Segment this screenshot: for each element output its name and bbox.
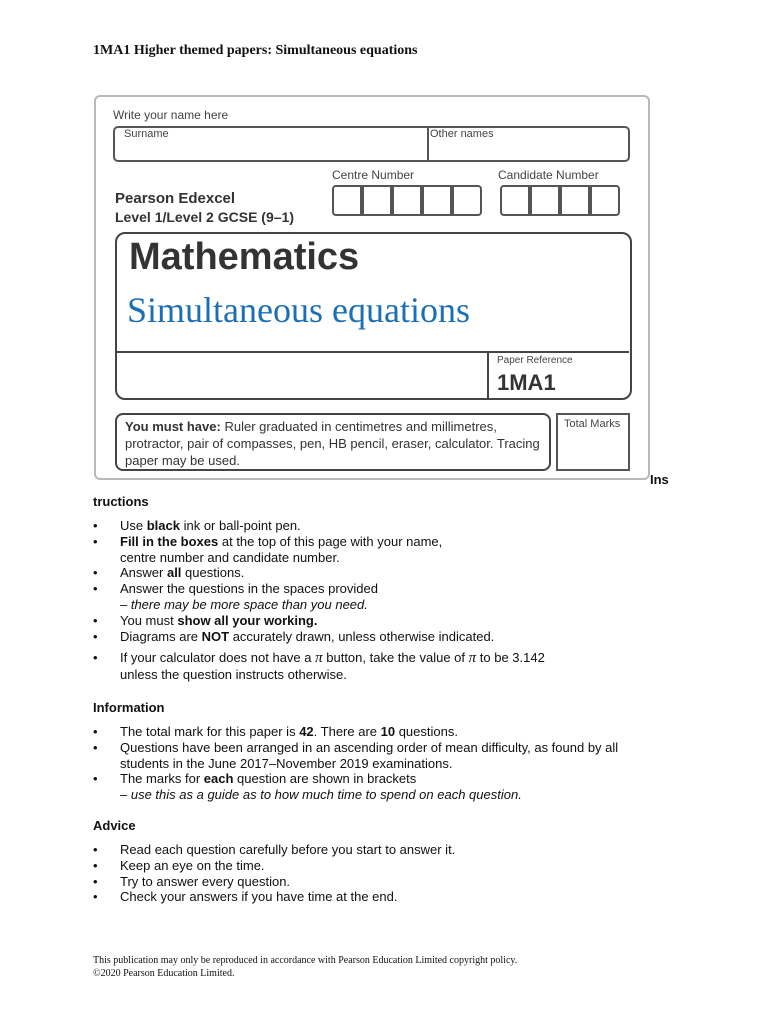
paper-reference-code: 1MA1 <box>497 370 556 395</box>
list-item: • Read each question carefully before you start to answer it. <box>93 842 455 858</box>
item-text: Answer the questions in the spaces provided <box>120 581 378 597</box>
must-have-box <box>115 413 551 471</box>
item-text: Use <box>120 518 147 533</box>
item-text: accurately drawn, unless otherwise indicated. <box>229 628 495 644</box>
must-have-text: Ruler graduated in centimetres and millimetres, protractor, pair of compasses, pen, HB pencil, eraser, calculator. Tracing paper may be used. <box>125 419 540 468</box>
list-item <box>93 629 545 645</box>
total-marks-box[interactable] <box>556 413 630 471</box>
must-have-label: You must have: <box>125 419 221 434</box>
item-text: Answer <box>120 565 167 581</box>
paper-title: Simultaneous equations <box>127 290 470 330</box>
paper-reference-label: Paper Reference <box>497 355 573 366</box>
list-item: • Keep an eye on the time. <box>93 858 455 874</box>
centre-number-label: Centre Number <box>332 168 415 182</box>
item-text: – use this as a guide as to how much time to spend on each question. <box>120 787 522 803</box>
centre-digit-box[interactable] <box>362 185 392 216</box>
item-text: You must <box>120 612 178 628</box>
candidate-digit-box[interactable] <box>500 185 530 216</box>
subject-divider <box>117 351 629 353</box>
list-item <box>93 724 618 740</box>
exam-board-label: Pearson Edexcel <box>115 190 236 207</box>
item-text: – there may be more space than you need. <box>120 596 368 612</box>
advice-heading: Advice <box>93 818 136 833</box>
item-text: If your calculator does not have a <box>120 650 316 666</box>
information-list <box>93 724 618 803</box>
candidate-digit-box[interactable] <box>560 185 590 216</box>
centre-digit-box[interactable] <box>332 185 362 216</box>
level-label: Level 1/Level 2 GCSE (9–1) <box>115 209 294 225</box>
information-heading: Information <box>93 700 165 715</box>
item-text: . There are <box>313 724 381 739</box>
copyright-policy: This publication may only be reproduced in accordance with Pearson Education Limited copyright policy. <box>93 955 518 966</box>
advice-list <box>93 842 455 905</box>
list-item <box>93 581 545 613</box>
item-text: question are shown in brackets <box>233 771 417 787</box>
item-text: students in the June 2017–November 2019 examinations. <box>120 755 453 771</box>
write-name-label: Write your name here <box>113 108 229 122</box>
list-item <box>93 740 618 772</box>
total-marks-label: Total Marks <box>564 418 621 430</box>
instructions-heading-part1: Ins <box>650 472 669 487</box>
item-text: ink or ball-point pen. <box>179 518 301 533</box>
item-text: The total mark for this paper is <box>120 724 300 739</box>
candidate-digit-box[interactable] <box>530 185 560 216</box>
candidate-number-label: Candidate Number <box>498 168 599 182</box>
item-bold: all <box>166 565 182 581</box>
list-item <box>93 518 545 534</box>
centre-digit-box[interactable] <box>422 185 452 216</box>
surname-label: Surname <box>124 128 169 140</box>
name-field[interactable] <box>113 126 630 162</box>
item-bold: NOT <box>201 628 230 644</box>
item-text: unless the question instructs otherwise. <box>120 667 347 683</box>
name-field-divider <box>427 128 429 160</box>
item-bold: black <box>146 518 180 533</box>
reference-divider <box>487 351 489 398</box>
other-names-label: Other names <box>430 128 494 140</box>
subject-box <box>115 232 632 400</box>
item-text: Questions have been arranged in an ascending order of mean difficulty, as found by all <box>120 739 619 755</box>
centre-digit-box[interactable] <box>392 185 422 216</box>
item-bold: Fill in the boxes <box>120 533 219 549</box>
list-item <box>93 771 618 803</box>
list-item <box>93 534 545 566</box>
item-text: at the top of this page with your name, <box>218 533 443 549</box>
footer <box>93 955 517 980</box>
item-text: to be 3.142 <box>476 650 545 666</box>
item-text: questions. <box>181 565 245 581</box>
cover-sheet <box>94 95 650 480</box>
copyright-notice: ©2020 Pearson Education Limited. <box>93 967 235 979</box>
instructions-list <box>93 518 545 683</box>
centre-digit-box[interactable] <box>452 185 482 216</box>
instructions-heading-part2: tructions <box>93 494 149 509</box>
document-header: 1MA1 Higher themed papers: Simultaneous equations <box>93 43 418 58</box>
item-text: centre number and candidate number. <box>120 549 340 565</box>
item-bold: 10 <box>380 724 396 739</box>
list-item: • Try to answer every question. <box>93 874 455 890</box>
subject-title: Mathematics <box>129 236 360 278</box>
item-text: The marks for <box>120 771 204 787</box>
item-bold: show all your working. <box>177 612 318 628</box>
item-bold: each <box>203 771 234 787</box>
pi-symbol: π <box>315 650 323 667</box>
pi-symbol: π <box>468 650 477 667</box>
list-item <box>93 565 545 581</box>
item-bold: 42 <box>299 724 314 739</box>
list-item <box>93 613 545 629</box>
candidate-digit-box[interactable] <box>590 185 620 216</box>
item-text: Diagrams are <box>120 628 202 644</box>
item-text: button, take the value of <box>322 650 469 666</box>
item-text: questions. <box>395 724 458 739</box>
list-item <box>93 650 545 683</box>
list-item: • Check your answers if you have time at the end. <box>93 889 455 905</box>
